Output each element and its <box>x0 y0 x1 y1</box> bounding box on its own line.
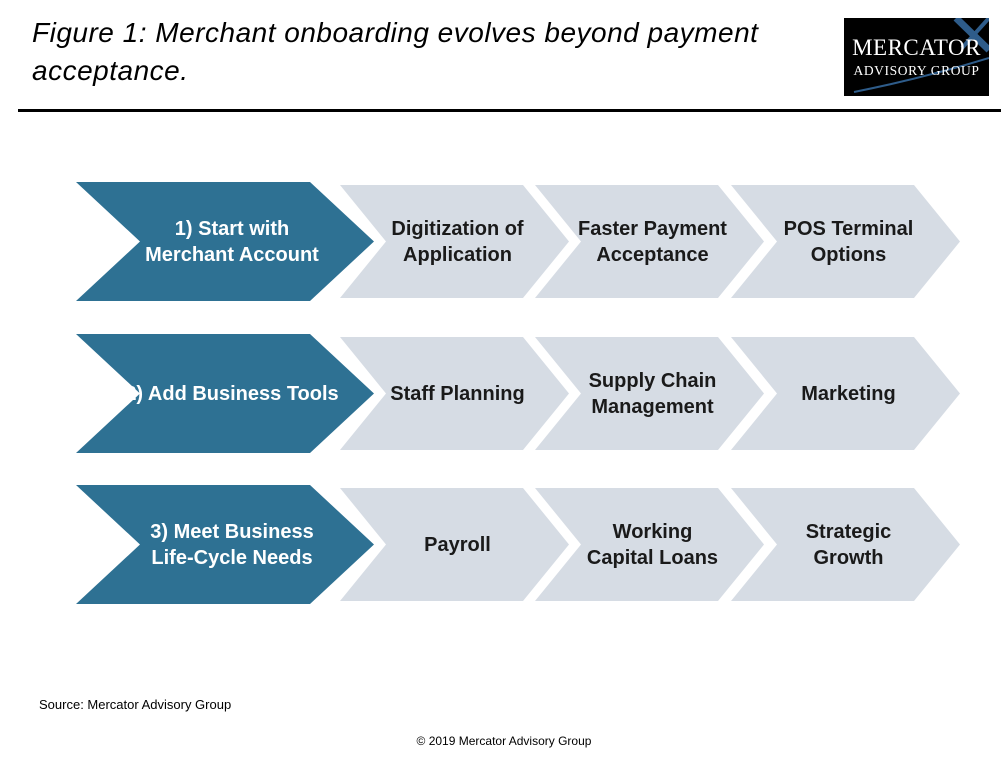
logo-name: MERCATOR <box>852 35 981 60</box>
process-step-label: Digitization of Application <box>391 217 524 266</box>
process-step-label: Faster Payment Acceptance <box>578 217 727 266</box>
process-step-label: POS Terminal Options <box>783 217 914 266</box>
process-step-label: Working Capital Loans <box>586 520 719 569</box>
process-step-label: Strategic Growth <box>805 520 892 569</box>
stage-label: 2) Add Business Tools <box>125 382 339 405</box>
logo-subtitle: ADVISORY GROUP <box>853 63 980 78</box>
process-step-label: Supply Chain Management <box>588 369 717 418</box>
copyright-note: © 2019 Mercator Advisory Group <box>416 734 592 748</box>
process-step-label: Marketing <box>801 382 896 405</box>
figure-title: Figure 1: Merchant onboarding evolves beyond payment acceptance. <box>32 17 759 86</box>
stage-label: 3) Meet Business Life-Cycle Needs <box>150 520 314 569</box>
stage-label: 1) Start with Merchant Account <box>145 217 319 266</box>
process-step-label: Staff Planning <box>390 382 525 405</box>
process-step-label: Payroll <box>424 533 491 556</box>
source-note: Source: Mercator Advisory Group <box>39 697 232 712</box>
